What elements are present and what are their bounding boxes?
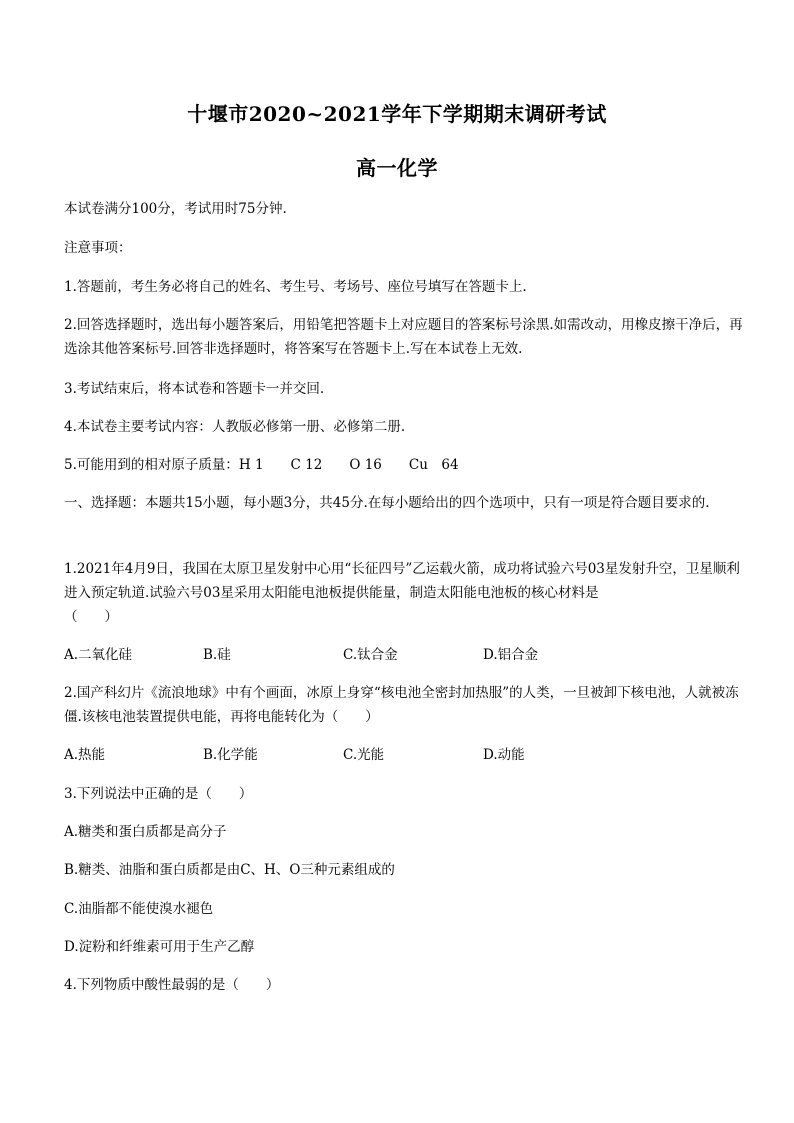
option-c: C.光能 bbox=[343, 747, 385, 763]
question-3-stem: 3.下列说法中正确的是（ ） bbox=[64, 786, 253, 802]
option-d: D.铝合金 bbox=[483, 647, 539, 663]
question-1-options bbox=[64, 645, 754, 665]
option-a: A.二氧化硅 bbox=[64, 647, 133, 663]
question-3-option-a: A.糖类和蛋白质都是高分子 bbox=[64, 824, 227, 840]
question-3-option-b: B.糖类、油脂和蛋白质都是由C、H、O三种元素组成的 bbox=[64, 862, 395, 878]
question-1-stem: 1.2021年4月9日，我国在太原卫星发射中心用“长征四号”乙运载火箭，成功将试验六号03星发射升空，卫星顺利进入预定轨道.试验六号03星采用太阳能电池板提供能量，制造太阳能电池板的核心材料是 bbox=[64, 561, 740, 601]
question-4-stem: 4.下列物质中酸性最弱的是（ ） bbox=[64, 977, 280, 993]
notice-item: 5.可能用到的相对原子质量：H 1 C 12 O 16 Cu 64 bbox=[64, 457, 459, 473]
notice-item: 3.考试结束后，将本试卷和答题卡一并交回. bbox=[64, 381, 325, 397]
option-a: A.热能 bbox=[64, 747, 106, 763]
notice-heading: 注意事项： bbox=[64, 240, 132, 256]
notice-item: 4.本试卷主要考试内容：人教版必修第一册、必修第二册. bbox=[64, 419, 406, 435]
notice-item: 2.回答选择题时，选出每小题答案后，用铅笔把答题卡上对应题目的答案标号涂黑.如需改动，用橡皮擦干净后，再选涂其他答案标号.回答非选择题时，将答案写在答题卡上.写在本试卷上无效. bbox=[64, 317, 743, 357]
option-b: B.硅 bbox=[203, 647, 231, 663]
question-3-option-d: D.淀粉和纤维素可用于生产乙醇 bbox=[64, 939, 255, 955]
exam-summary: 本试卷满分100分，考试用时75分钟. bbox=[64, 201, 287, 217]
question-2-options bbox=[64, 745, 754, 765]
question-2-stem: 2.国产科幻片《流浪地球》中有个画面，冰原上身穿“核电池全密封加热服”的人类，一旦被卸下核电池，人就被冻僵.该核电池装置提供电能，再将电能转化为（ ） bbox=[64, 685, 739, 725]
exam-title: 十堰市2020~2021学年下学期期末调研考试 bbox=[187, 102, 607, 126]
option-b: B.化学能 bbox=[203, 747, 258, 763]
question-3-option-c: C.油脂都不能使溴水褪色 bbox=[64, 901, 214, 917]
option-d: D.动能 bbox=[483, 747, 525, 763]
question-1-blank: （ ） bbox=[64, 609, 118, 625]
section-heading: 一、选择题：本题共15小题，每小题3分，共45分.在每小题给出的四个选项中，只有一项是符合题目要求的. bbox=[64, 495, 710, 511]
notice-item: 1.答题前，考生务必将自己的姓名、考生号、考场号、座位号填写在答题卡上. bbox=[64, 279, 527, 295]
exam-subject: 高一化学 bbox=[356, 156, 438, 180]
option-c: C.钛合金 bbox=[343, 647, 398, 663]
